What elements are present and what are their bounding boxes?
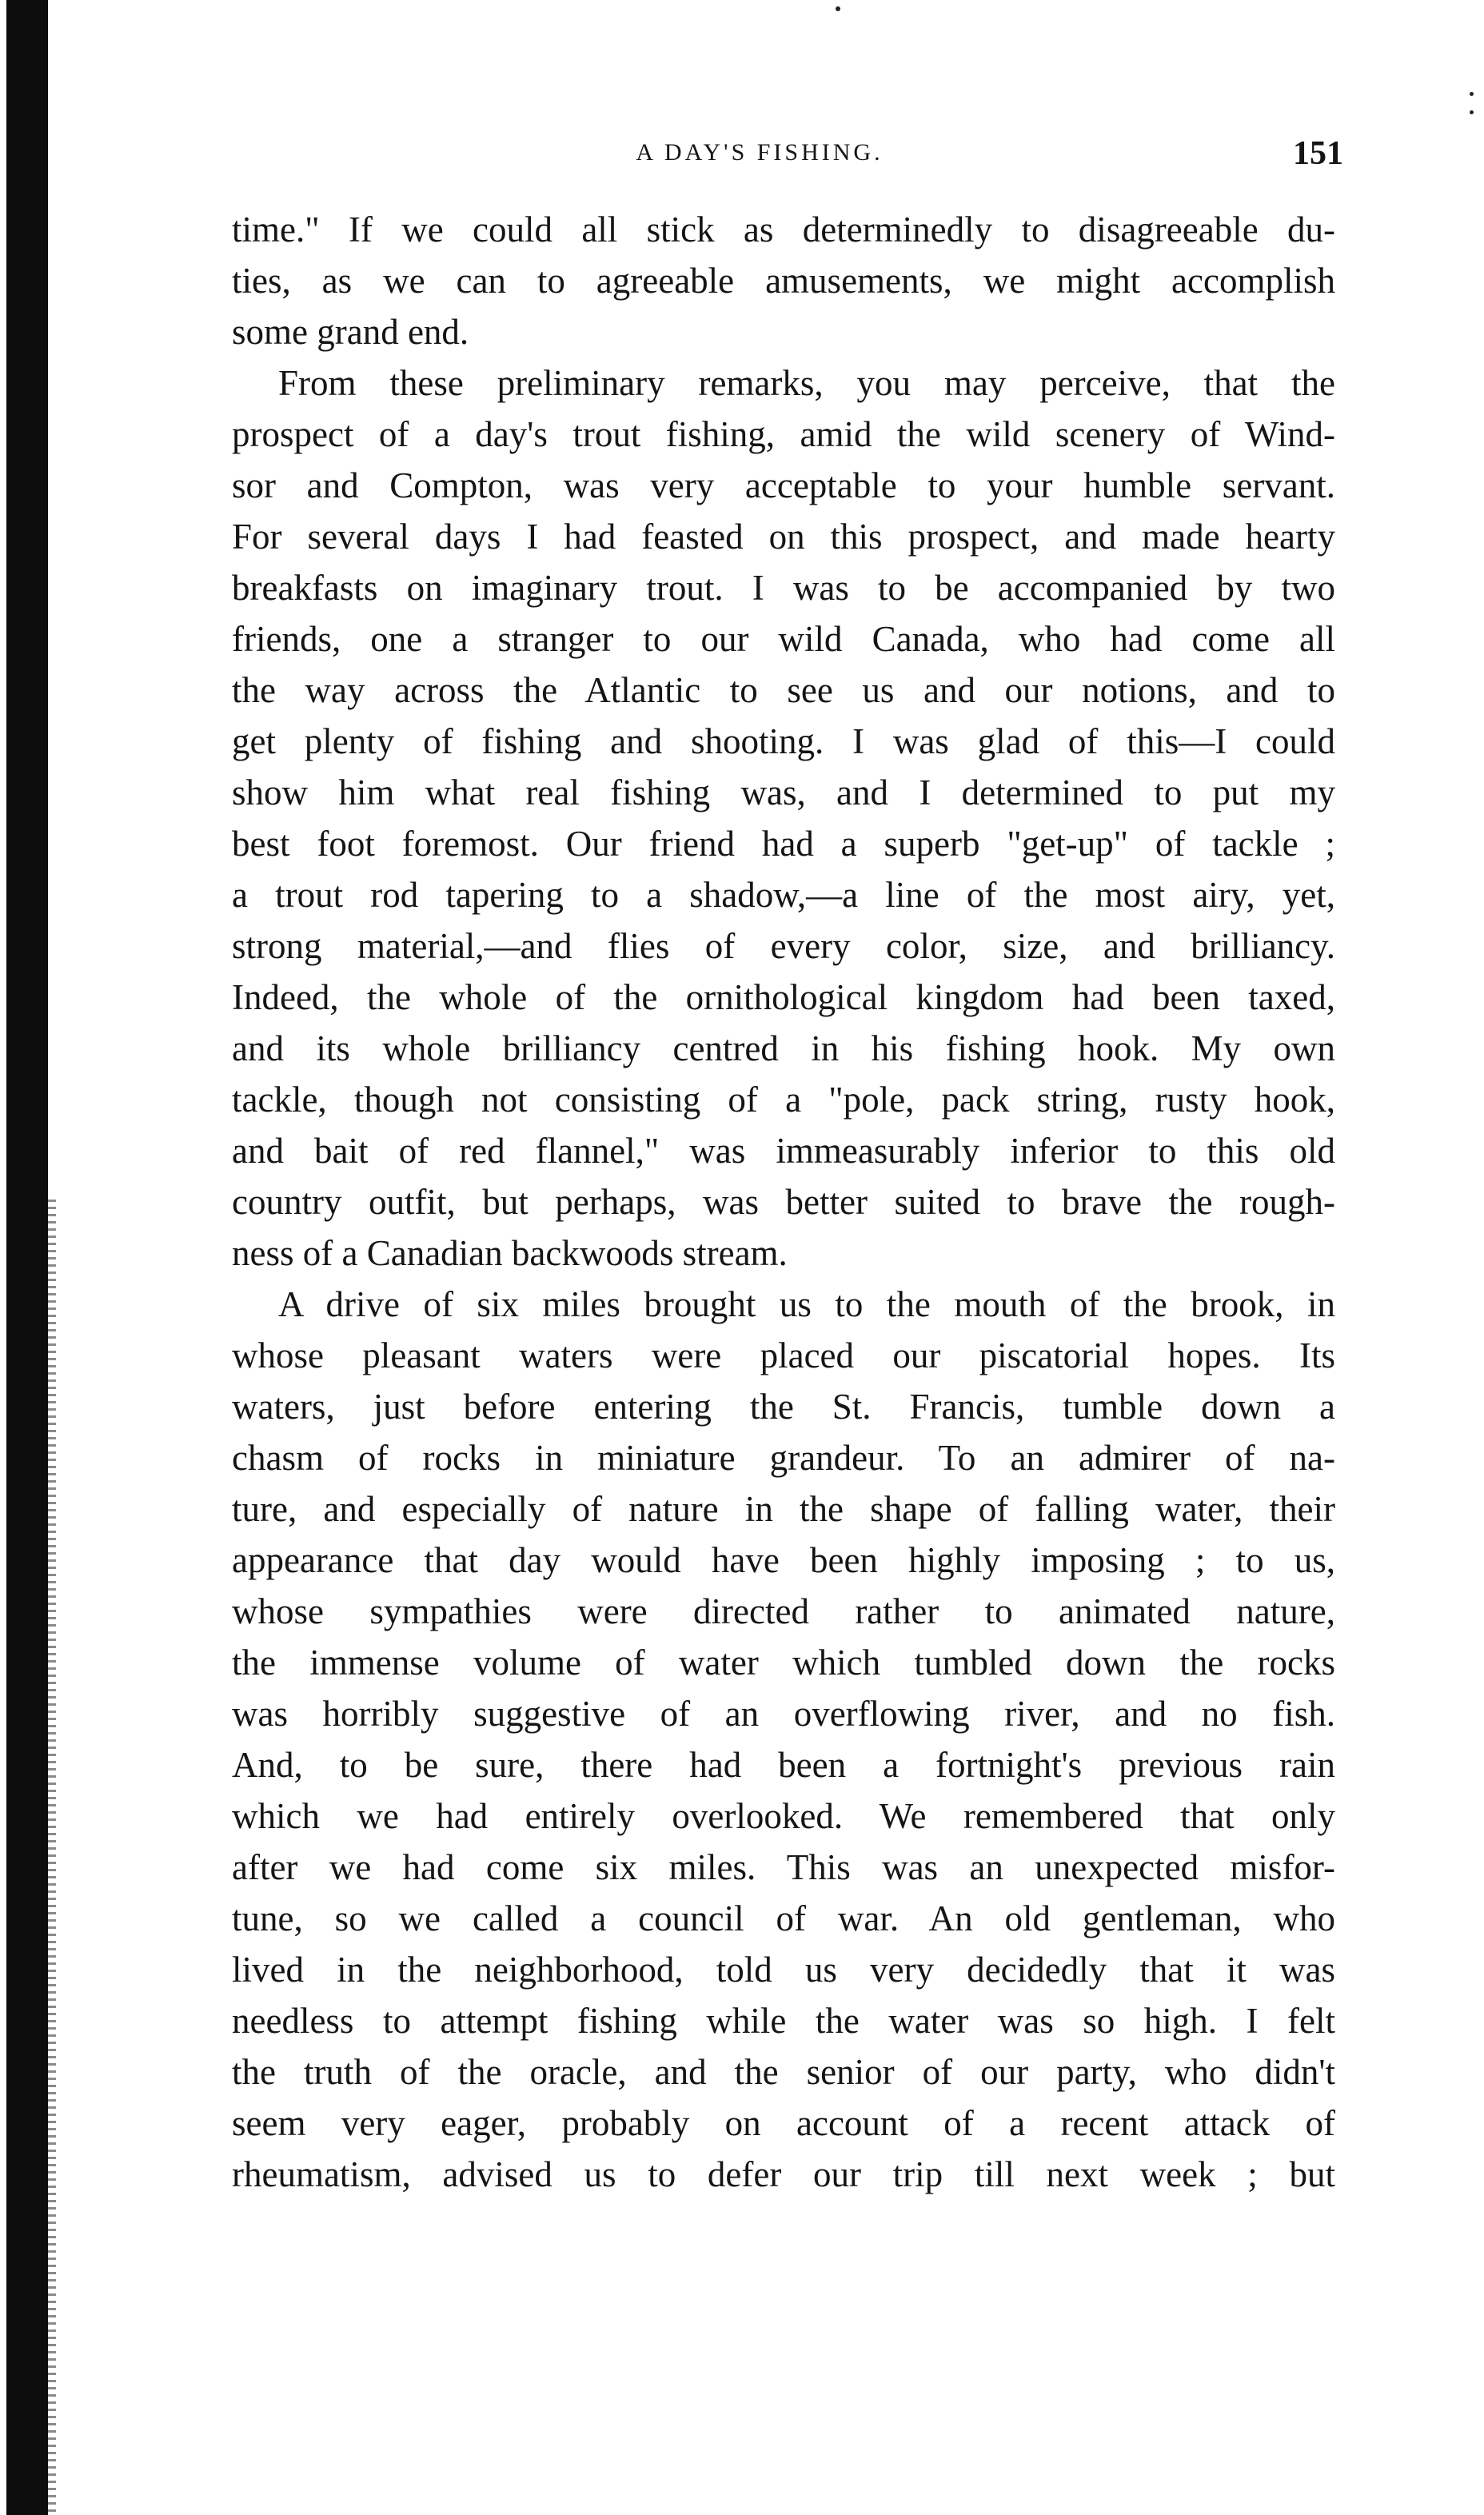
text-line: and its whole brilliancy centred in his fishing hook. My own	[232, 1028, 1335, 1068]
running-title: A DAY'S FISHING.	[636, 139, 884, 166]
text-line: appearance that day would have been highly imposing ; to us,	[232, 1540, 1335, 1580]
text-line: ties, as we can to agreeable amusements, we might accomplish	[232, 261, 1335, 301]
text-line: And, to be sure, there had been a fortnight's previous rain	[232, 1745, 1335, 1785]
text-line: prospect of a day's trout fishing, amid the wild scenery of Wind-	[232, 414, 1335, 454]
page-body	[232, 204, 1335, 2200]
text-line: breakfasts on imaginary trout. I was to be accompanied by two	[232, 568, 1335, 608]
text-line: sor and Compton, was very acceptable to your humble servant.	[232, 465, 1335, 505]
text-line: country outfit, but perhaps, was better suited to brave the rough-	[232, 1182, 1335, 1222]
text-line: get plenty of fishing and shooting. I was glad of this—I could	[232, 721, 1335, 761]
text-line: which we had entirely overlooked. We remembered that only	[232, 1796, 1335, 1836]
text-line: and bait of red flannel," was immeasurably inferior to this old	[232, 1131, 1335, 1171]
text-line: tackle, though not consisting of a "pole, pack string, rusty hook,	[232, 1080, 1335, 1120]
text-line: friends, one a stranger to our wild Canada, who had come all	[232, 619, 1335, 659]
text-line: some grand end.	[232, 312, 469, 352]
text-line: A drive of six miles brought us to the mouth of the brook, in	[278, 1284, 1335, 1324]
text-line: waters, just before entering the St. Francis, tumble down a	[232, 1387, 1335, 1427]
text-line: the way across the Atlantic to see us and our notions, and to	[232, 670, 1335, 710]
text-line: time." If we could all stick as determinedly to disagreeable du-	[232, 210, 1335, 250]
text-line: ture, and especially of nature in the shape of falling water, their	[232, 1489, 1335, 1529]
text-line: ness of a Canadian backwoods stream.	[232, 1233, 788, 1273]
text-line: best foot foremost. Our friend had a superb "get-up" of tackle ;	[232, 824, 1335, 864]
page-number: 151	[1293, 135, 1343, 172]
text-line: strong material,—and flies of every color, size, and brilliancy.	[232, 926, 1335, 966]
text-line: chasm of rocks in miniature grandeur. To an admirer of na-	[232, 1438, 1335, 1478]
text-line: after we had come six miles. This was an unexpected misfor-	[232, 1847, 1335, 1887]
text-line: seem very eager, probably on account of a recent attack of	[232, 2103, 1335, 2143]
text-line: was horribly suggestive of an overflowing river, and no fish.	[232, 1694, 1335, 1734]
text-line: a trout rod tapering to a shadow,—a line of the most airy, yet,	[232, 875, 1335, 915]
text-line: Indeed, the whole of the ornithological kingdom had been taxed,	[232, 977, 1335, 1017]
text-line: whose sympathies were directed rather to animated nature,	[232, 1591, 1335, 1631]
text-line: From these preliminary remarks, you may perceive, that the	[278, 363, 1335, 403]
text-line: For several days I had feasted on this prospect, and made hearty	[232, 517, 1335, 557]
text-line: tune, so we called a council of war. An old gentleman, who	[232, 1898, 1335, 1938]
text-line: needless to attempt fishing while the water was so high. I felt	[232, 2001, 1335, 2041]
text-line: show him what real fishing was, and I determined to put my	[232, 772, 1335, 812]
text-line: the truth of the oracle, and the senior of our party, who didn't	[232, 2052, 1335, 2092]
text-line: whose pleasant waters were placed our piscatorial hopes. Its	[232, 1335, 1335, 1375]
text-line: the immense volume of water which tumbled down the rocks	[232, 1643, 1335, 1683]
text-line: rheumatism, advised us to defer our trip till next week ; but	[232, 2154, 1335, 2194]
text-line: lived in the neighborhood, told us very decidedly that it was	[232, 1950, 1335, 1990]
